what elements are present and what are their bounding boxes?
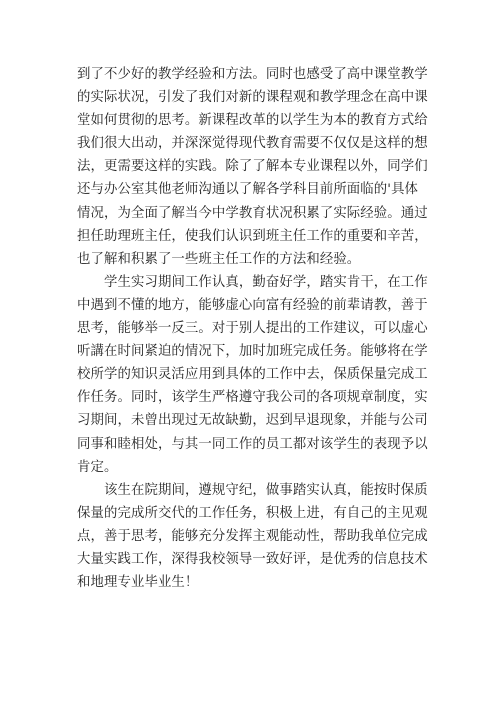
text-line: 中遇到不懂的地方，能够虚心向富有经验的前辈请教，善于 [77, 297, 428, 313]
text-line: 到了不少好的教学经验和方法。同时也感受了高中课堂教学 [77, 67, 428, 82]
text-line: 还与办公室其他老师沟通以了解各学科目前所面临的'具体 [77, 182, 419, 198]
text-line: 法，更需要这样的实践。除了了解本专业课程以外，同学们 [77, 159, 428, 175]
text-line: 学生实习期间工作认真，勤奋好学，踏实肯干，在工作 [104, 274, 428, 290]
text-line: 也了解和积累了一些班主任工作的方法和经验。 [77, 251, 361, 267]
text-line: 保量的完成所交代的工作任务，积极上进，有自己的主见观 [77, 505, 428, 521]
paragraph-3 [77, 479, 428, 594]
text-line: 我们很大出动，并深深觉得现代教育需要不仅仅是这样的想 [77, 136, 428, 152]
text-line: 听講在时间紧迫的情况下，加时加班完成任务。能够将在学 [77, 344, 428, 360]
text-line: 同事和睦相处，与其一同工作的员工都对该学生的表现予以 [77, 436, 428, 452]
text-line: 校所学的知识灵活应用到具体的工作中去，保质保量完成工 [77, 367, 428, 383]
text-line: 担任助理班主任，使我们认识到班主任工作的重要和辛苦， [77, 228, 428, 244]
text-line: 和地理专业毕业生！ [77, 575, 199, 591]
document-body [77, 63, 428, 594]
paragraph-2 [77, 271, 428, 479]
text-line: 堂如何贯彻的思考。新课程改革的以学生为本的教育方式给 [77, 113, 428, 129]
text-line: 习期间，未曾出现过无故缺勤，迟到早退现象，并能与公司 [77, 413, 428, 429]
text-line: 肯定。 [77, 459, 118, 475]
text-line: 点，善于思考，能够充分发挥主观能动性，帮助我单位完成 [77, 528, 428, 544]
text-line: 情况，为全面了解当今中学教育状况积累了实际经验。通过 [77, 205, 428, 221]
text-line: 作任务。同时，该学生严格遵守我公司的各项规章制度，实 [77, 390, 428, 406]
text-line: 该生在院期间，遵规守纪，做事踏实认真，能按时保质 [104, 482, 428, 498]
text-line: 思考，能够举一反三。对于别人提出的工作建议，可以虚心 [77, 321, 428, 337]
text-line: 大量实践工作，深得我校领导一致好评，是优秀的信息技术 [77, 551, 428, 567]
text-line: 的实际状况，引发了我们对新的课程观和教学理念在高中课 [77, 90, 428, 106]
paragraph-1 [77, 63, 428, 271]
